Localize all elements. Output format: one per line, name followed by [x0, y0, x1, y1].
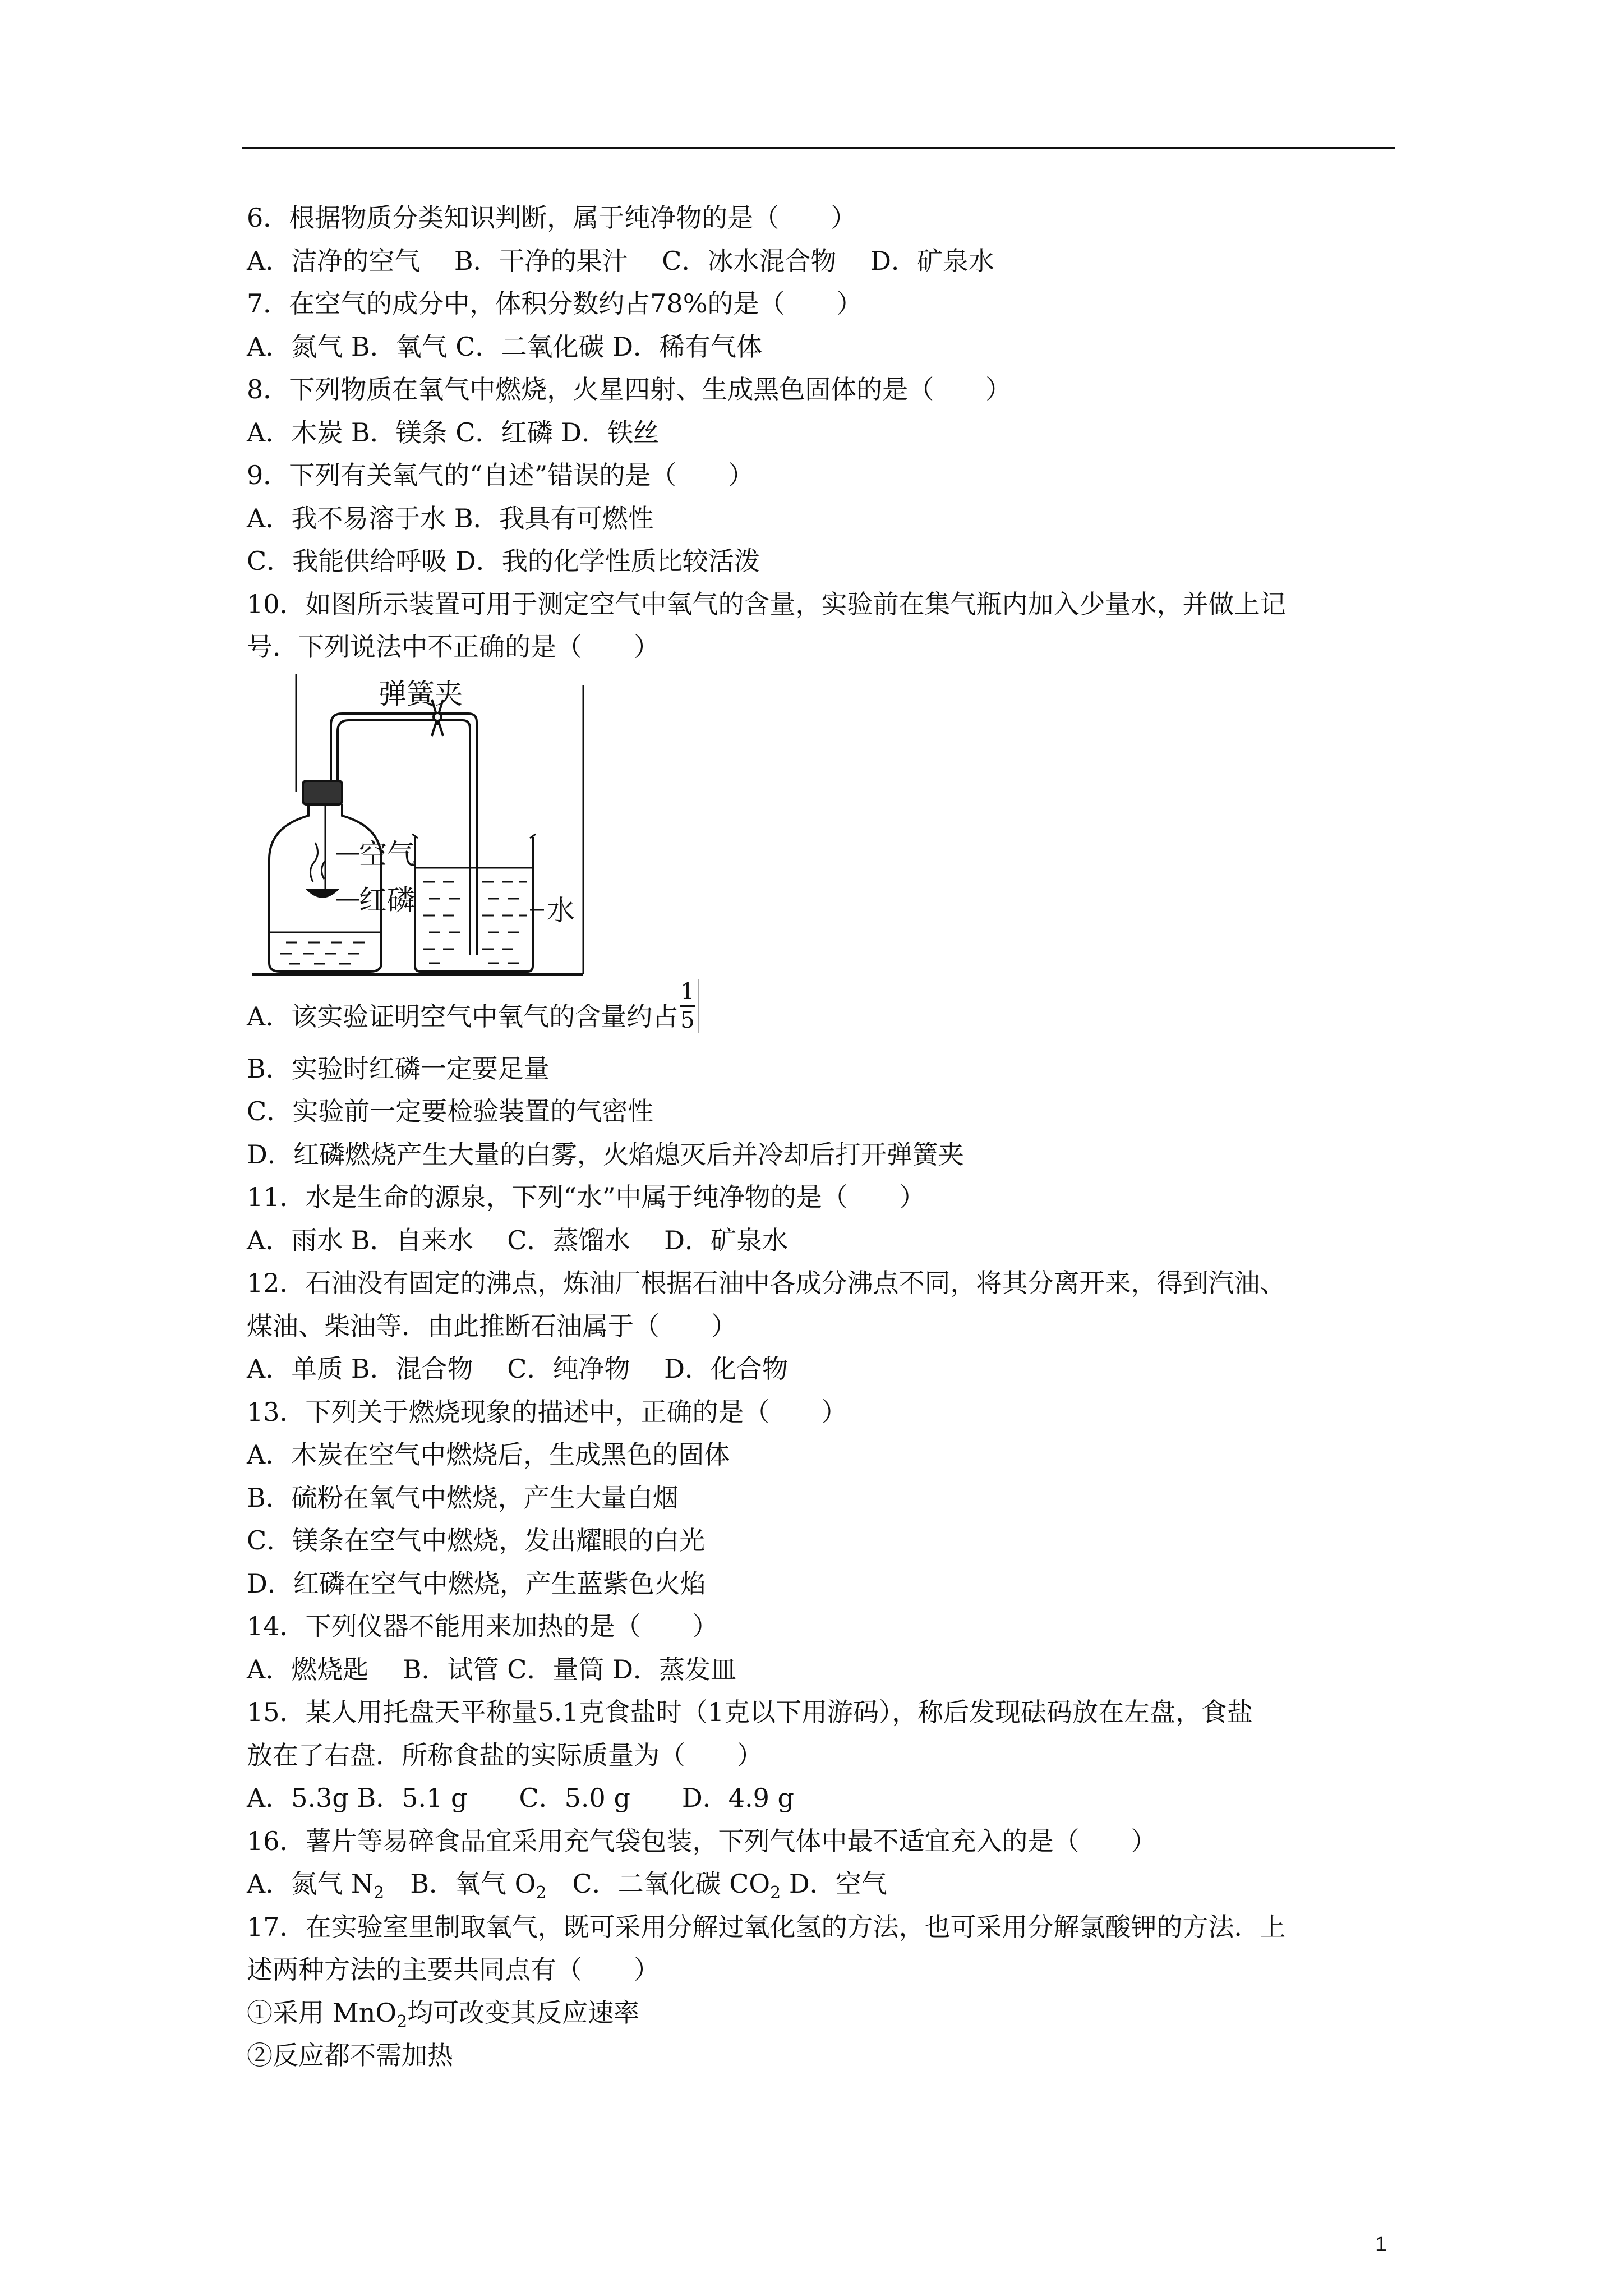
- q17-stem-line2: 述两种方法的主要共同点有（ ）: [247, 1954, 660, 1985]
- apparatus-diagram: [247, 674, 594, 980]
- q16-sub-b: 2: [536, 1883, 547, 1903]
- q8-options: A．木炭 B．镁条 C．红磷 D．铁丝: [247, 417, 659, 448]
- q17-item1-sub: 2: [396, 2012, 408, 2032]
- q17-item1-pre: ①采用 MnO: [247, 1997, 397, 2028]
- label-water: 水: [547, 894, 575, 927]
- q17-stem-line1: 17．在实验室里制取氧气，既可采用分解过氧化氢的方法，也可采用分解氯酸钾的方法．上: [247, 1911, 1286, 1942]
- q10-stem-line2: 号．下列说法中不正确的是（ ）: [247, 632, 660, 662]
- q10-stem-line1: 10．如图所示装置可用于测定空气中氧气的含量，实验前在集气瓶内加入少量水，并做上记: [247, 588, 1286, 619]
- q10-option-b: B．实验时红磷一定要足量: [247, 1053, 550, 1084]
- q8-stem: 8．下列物质在氧气中燃烧，火星四射、生成黑色固体的是（ ）: [247, 374, 1012, 404]
- q9-options-cd: C．我能供给呼吸 D．我的化学性质比较活泼: [247, 546, 760, 576]
- apparatus-figure: [247, 674, 594, 980]
- beaker: [415, 837, 533, 972]
- q9-options-ab: A．我不易溶于水 B．我具有可燃性: [247, 503, 654, 533]
- q17-item1-post: 均可改变其反应速率: [407, 1997, 640, 2028]
- q11-options: A．雨水 B．自来水 C．蒸馏水 D．矿泉水: [247, 1225, 788, 1255]
- q13-option-a: A．木炭在空气中燃烧后，生成黑色的固体: [247, 1439, 730, 1470]
- q15-stem-line2: 放在了右盘．所称食盐的实际质量为（ ）: [247, 1740, 763, 1770]
- q12-stem-line2: 煤油、柴油等．由此推断石油属于（ ）: [247, 1310, 737, 1341]
- q16-option-d: D．空气: [781, 1869, 887, 1899]
- q13-stem: 13．下列关于燃烧现象的描述中，正确的是（ ）: [247, 1396, 847, 1427]
- q16-sub-c: 2: [770, 1883, 781, 1903]
- q16-option-b: B．氧气 O: [384, 1869, 536, 1899]
- q16-option-a: A．氮气 N: [247, 1869, 374, 1899]
- q14-stem: 14．下列仪器不能用来加热的是（ ）: [247, 1611, 718, 1641]
- q16-option-c: C．二氧化碳 CO: [546, 1869, 771, 1899]
- q12-stem-line1: 12．石油没有固定的沸点，炼油厂根据石油中各成分沸点不同，将其分离开来，得到汽油、: [247, 1268, 1286, 1298]
- q17-item2: ②反应都不需加热: [247, 2040, 453, 2070]
- q10-option-a-text: A．该实验证明空气中氧气的含量约占: [247, 1001, 679, 1032]
- q9-stem: 9．下列有关氧气的“自述”错误的是（ ）: [247, 460, 754, 490]
- q10-option-c: C．实验前一定要检验装置的气密性: [247, 1096, 654, 1126]
- page-number: 1: [1375, 2233, 1387, 2256]
- q13-option-b: B．硫粉在氧气中燃烧，产生大量白烟: [247, 1482, 679, 1513]
- fraction-numerator: 1: [680, 979, 695, 1005]
- label-air: 空气: [359, 838, 415, 871]
- q10-option-d: D．红磷燃烧产生大量的白雾，火焰熄灭后并冷却后打开弹簧夹: [247, 1139, 964, 1170]
- q7-options: A．氮气 B．氧气 C．二氧化碳 D．稀有气体: [247, 331, 762, 362]
- label-spring-clip: 弹簧夹: [379, 677, 463, 710]
- q13-option-c: C．镁条在空气中燃烧，发出耀眼的白光: [247, 1525, 706, 1556]
- q16-stem: 16．薯片等易碎食品宜采用充气袋包装，下列气体中最不适宜充入的是（ ）: [247, 1825, 1157, 1856]
- fraction-one-fifth: [678, 979, 699, 1033]
- q16-options: [247, 1862, 1402, 1906]
- q10-option-a: [247, 979, 1402, 1047]
- q15-options: A．5.3g B．5.1 g C．5.0 g D．4.9 g: [247, 1783, 794, 1813]
- label-red-phosphorus: 红磷: [359, 884, 415, 917]
- q15-stem-line1: 15．某人用托盘天平称量5.1克食盐时（1克以下用游码），称后发现砝码放在左盘，食盐: [247, 1697, 1253, 1727]
- beaker-water-dashes: [423, 882, 527, 963]
- header-rule: [242, 147, 1395, 149]
- stopper: [303, 781, 342, 804]
- combustion-spoon: [308, 890, 336, 897]
- fraction-denominator: 5: [680, 1007, 695, 1033]
- jar-water-dashes: [280, 942, 365, 964]
- q12-options: A．单质 B．混合物 C．纯净物 D．化合物: [247, 1354, 788, 1384]
- q17-item1: [247, 1991, 1402, 2035]
- tube-left: [331, 714, 437, 781]
- q6-options: A．洁净的空气 B．干净的果汁 C．冰水混合物 D．矿泉水: [247, 245, 994, 276]
- q7-stem: 7．在空气的成分中，体积分数约占78%的是（ ）: [247, 288, 863, 319]
- q6-stem: 6．根据物质分类知识判断，属于纯净物的是（ ）: [247, 203, 857, 233]
- document-body: [247, 196, 1402, 2077]
- q13-option-d: D．红磷在空气中燃烧，产生蓝紫色火焰: [247, 1568, 706, 1599]
- q16-sub-a: 2: [374, 1883, 385, 1903]
- q14-options: A．燃烧匙 B．试管 C．量筒 D．蒸发皿: [247, 1654, 736, 1685]
- q11-stem: 11．水是生命的源泉，下列“水”中属于纯净物的是（ ）: [247, 1182, 925, 1212]
